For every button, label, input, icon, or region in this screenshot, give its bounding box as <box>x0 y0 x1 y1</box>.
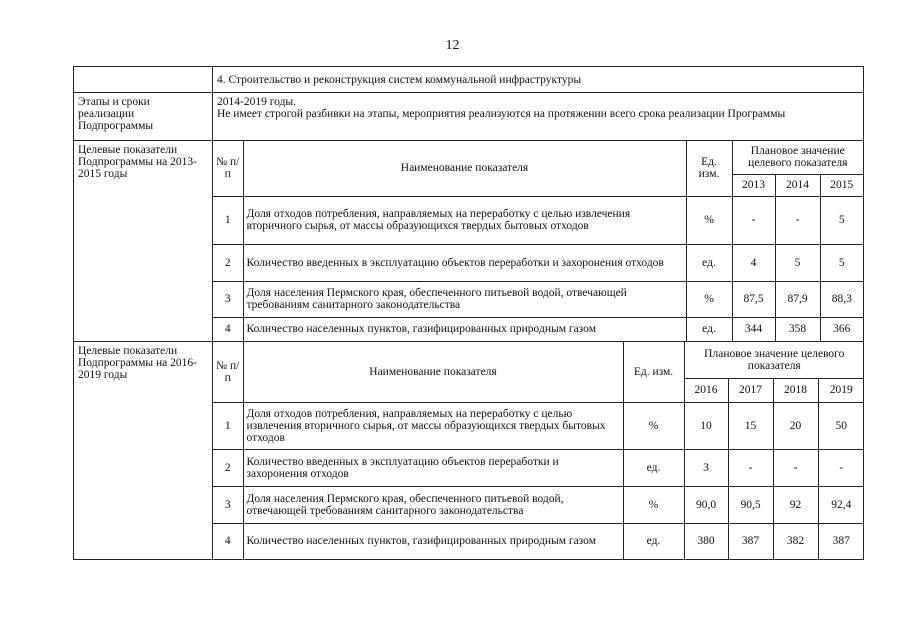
stages-label: Этапы и сроки реализации Подпрограммы <box>74 93 213 141</box>
row-value: 90,5 <box>728 486 773 523</box>
row-value: 87,9 <box>775 281 820 317</box>
table-row <box>213 449 864 486</box>
table-row <box>213 317 863 341</box>
year-header: 2017 <box>728 378 773 402</box>
col-header-unit: Ед. изм. <box>686 141 732 196</box>
stages-value <box>213 93 864 141</box>
col-header-name: Наименование показателя <box>243 342 623 402</box>
row-value: - <box>775 196 820 244</box>
row-unit: ед. <box>686 317 732 341</box>
row-value: 5 <box>775 244 820 281</box>
row-value: 87,5 <box>732 281 775 317</box>
col-header-unit: Ед. изм. <box>623 342 684 402</box>
row-num: 3 <box>213 281 243 317</box>
col-header-plan: Плановое значение целевого показателя <box>684 342 864 378</box>
row-unit: ед. <box>623 449 684 486</box>
year-header: 2013 <box>732 174 775 196</box>
row-name: Количество населенных пунктов, газифицированных природным газом <box>243 523 623 559</box>
row-unit: % <box>686 196 732 244</box>
row-num: 1 <box>213 196 243 244</box>
row-name: Доля населения Пермского края, обеспеченного питьевой водой, отвечающей требованиям санитарного законодательства <box>243 486 623 523</box>
row-value: 5 <box>820 244 863 281</box>
row-value: 382 <box>773 523 818 559</box>
col-header-plan: Плановое значение целевого показателя <box>732 141 863 174</box>
row-value: 50 <box>818 402 864 449</box>
row-value: - <box>732 196 775 244</box>
col-header-num: № п/п <box>213 141 243 196</box>
col-header-name: Наименование показателя <box>243 141 686 196</box>
row-name: Доля населения Пермского края, обеспеченного питьевой водой, отвечающей требованиям санитарного законодательства <box>243 281 686 317</box>
row-name: Количество населенных пунктов, газифицированных природным газом <box>243 317 686 341</box>
row-value: 358 <box>775 317 820 341</box>
row-unit: % <box>623 402 684 449</box>
row-value: - <box>773 449 818 486</box>
row-value: 387 <box>818 523 864 559</box>
row-num: 2 <box>213 449 243 486</box>
row-num: 1 <box>213 402 243 449</box>
section-title: 4. Строительство и реконструкция систем коммунальной инфраструктуры <box>213 67 864 93</box>
row-value: - <box>728 449 773 486</box>
empty-label-cell <box>74 67 213 93</box>
row-unit: % <box>686 281 732 317</box>
row-value: 387 <box>728 523 773 559</box>
row-name: Количество введенных в эксплуатацию объектов переработки и захоронения отходов <box>243 244 686 281</box>
row-unit: ед. <box>623 523 684 559</box>
row-value: 4 <box>732 244 775 281</box>
table-row <box>213 281 863 317</box>
row-value: 3 <box>684 449 728 486</box>
targets-2013-2015-table <box>213 141 863 341</box>
row-num: 3 <box>213 486 243 523</box>
row-name: Доля отходов потребления, направляемых на переработку с целью извлечения вторичного сырья, от массы образующихся твердых бытовых отходов <box>243 402 623 449</box>
targets-2016-2019-table <box>213 342 864 559</box>
year-header: 2016 <box>684 378 728 402</box>
stages-note: Не имеет строгой разбивки на этапы, мероприятия реализуются на протяжении всего срока реализации Программы <box>217 108 786 120</box>
row-unit: ед. <box>686 244 732 281</box>
table-row <box>213 402 864 449</box>
targets-2013-2015-label: Целевые показатели Подпрограммы на 2013-2015 годы <box>74 141 213 342</box>
table-row <box>213 244 863 281</box>
row-value: 380 <box>684 523 728 559</box>
year-header: 2018 <box>773 378 818 402</box>
row-value: 344 <box>732 317 775 341</box>
row-value: 15 <box>728 402 773 449</box>
row-name: Количество введенных в эксплуатацию объектов переработки и захоронения отходов <box>243 449 623 486</box>
year-header: 2015 <box>820 174 863 196</box>
row-value: 90,0 <box>684 486 728 523</box>
program-passport-table <box>73 66 864 560</box>
table-row <box>213 486 864 523</box>
table-row <box>213 196 863 244</box>
row-value: 5 <box>820 196 863 244</box>
col-header-num: № п/п <box>213 342 243 402</box>
row-num: 4 <box>213 317 243 341</box>
row-value: 20 <box>773 402 818 449</box>
table-row <box>213 523 864 559</box>
targets-2013-2015-cell <box>213 141 864 342</box>
row-value: 92,4 <box>818 486 864 523</box>
row-value: 10 <box>684 402 728 449</box>
page-number: 12 <box>445 38 460 53</box>
row-value: 366 <box>820 317 863 341</box>
row-num: 4 <box>213 523 243 559</box>
year-header: 2019 <box>818 378 864 402</box>
row-value: 88,3 <box>820 281 863 317</box>
row-num: 2 <box>213 244 243 281</box>
targets-2016-2019-cell <box>213 342 864 560</box>
targets-2016-2019-label: Целевые показатели Подпрограммы на 2016-2019 годы <box>74 342 213 560</box>
row-name: Доля отходов потребления, направляемых на переработку с целью извлечения вторичного сырья, от массы образующихся твердых бытовых отходов <box>243 196 686 244</box>
row-value: - <box>818 449 864 486</box>
year-header: 2014 <box>775 174 820 196</box>
stages-period: 2014-2019 годы. <box>217 96 297 108</box>
row-value: 92 <box>773 486 818 523</box>
row-unit: % <box>623 486 684 523</box>
